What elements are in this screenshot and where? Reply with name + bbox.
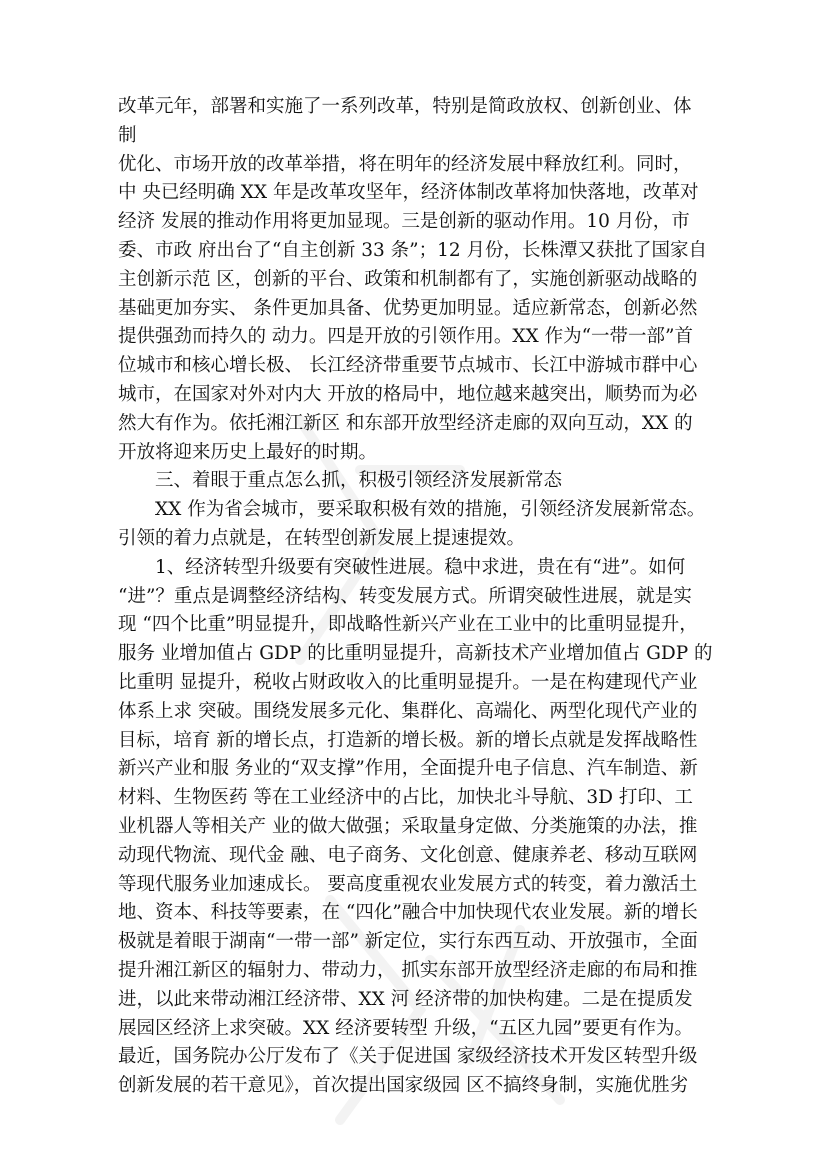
text-line: 经济 发展的推动作用将更加显现。三是创新的驱动作用。10 月份，市 <box>118 211 690 233</box>
text-line: 服务 业增加值占 GDP 的比重明显提升，高新技术产业增加值占 GDP 的 <box>118 643 713 665</box>
text-line: 体系上求 突破。围绕发展多元化、集群化、高端化、两型化现代产业的 <box>118 700 698 722</box>
text-line: 材料、生物医药 等在工业经济中的占比，加快北斗导航、3D 打印、工 <box>118 787 693 809</box>
text-line: 中 央已经明确 XX 年是改革攻坚年，经济体制改革将加快落地，改革对 <box>118 182 699 204</box>
text-line: 动现代物流、现代金 融、电子商务、文化创意、健康养老、移动互联网 <box>118 844 698 866</box>
text-line: 提升湘江新区的辐射力、带动力， 抓实东部开放型经济走廊的布局和推 <box>118 960 698 981</box>
text-line: 引领的着力点就是，在转型创新发展上提速提效。 <box>118 528 526 549</box>
text-line: 等现代服务业加速成长。 要高度重视农业发展方式的转变，着力激活土 <box>118 873 698 895</box>
text-line: XX 作为省会城市，要采取积极有效的措施，引领经济发展新常态。 <box>118 499 706 521</box>
text-line: 委、市政 府出台了“自主创新 33 条”；12 月份，长株潭又获批了国家自 <box>118 240 708 261</box>
text-line: 1、经济转型升级要有突破性进展。稳中求进，贵在有“进”。如何 <box>118 556 686 578</box>
text-line: 目标，培育 新的增长点，打造新的增长极。新的增长点就是发挥战略性 <box>118 729 698 751</box>
text-line: 然大有作为。依托湘江新区 和东部开放型经济走廊的双向互动，XX 的 <box>118 412 693 434</box>
text-line: 制 <box>118 124 137 146</box>
text-line: 现 “四个比重”明显提升，即战略性新兴产业在工业中的比重明显提升， <box>118 614 698 636</box>
text-line: 创新发展的若干意见》，首次提出国家级园 区不搞终身制，实施优胜劣 <box>118 1075 689 1097</box>
text-line: 最近，国务院办公厅发布了《关于促进国 家级经济技术开发区转型升级 <box>118 1046 698 1068</box>
text-line: 改革元年，部署和实施了一系列改革，特别是简政放权、创新创业、体 <box>118 96 692 117</box>
text-line: 三、着眼于重点怎么抓，积极引领经济发展新常态 <box>118 470 563 492</box>
text-line: 基础更加夯实、 条件更加具备、优势更加明显。适应新常态，创新必然 <box>118 297 698 319</box>
text-line: 开放将迎来历史上最好的时期。 <box>118 441 378 463</box>
text-line: 新兴产业和服 务业的“双支撑”作用，全面提升电子信息、汽车制造、新 <box>118 758 698 780</box>
text-line: 进，以此来带动湘江经济带、XX 河 经济带的加快构建。二是在提质发 <box>118 988 693 1010</box>
text-line: 展园区经济上求突破。XX 经济要转型 升级，“五区九园”要更有作为。 <box>118 1017 694 1039</box>
text-line: 城市，在国家对外对内大 开放的格局中，地位越来越突出，顺势而为必 <box>118 384 698 405</box>
text-line: “进”？重点是调整经济结构、转变发展方式。所谓突破性进展，就是实 <box>118 585 692 607</box>
text-line: 地、资本、科技等要素，在 “四化”融合中加快现代农业发展。新的增长 <box>118 902 698 924</box>
text-line: 优化、市场开放的改革举措，将在明年的经济发展中释放红利。同时， <box>118 153 692 175</box>
text-line: 比重明 显提升，税收占财政收入的比重明显提升。一是在构建现代产业 <box>118 672 698 693</box>
text-line: 提供强劲而持久的 动力。四是开放的引领作用。XX 作为“一带一部”首 <box>118 326 694 348</box>
text-line: 位城市和核心增长极、 长江经济带重要节点城市、长江中游城市群中心 <box>118 355 698 377</box>
text-line: 主创新示范 区，创新的平台、政策和机制都有了，实施创新驱动战略的 <box>118 268 698 290</box>
text-line: 业机器人等相关产 业的做大做强；采取量身定做、分类施策的办法，推 <box>118 816 698 837</box>
text-line: 极就是着眼于湖南“一带一部” 新定位，实行东西互动、开放强市，全面 <box>118 931 698 953</box>
